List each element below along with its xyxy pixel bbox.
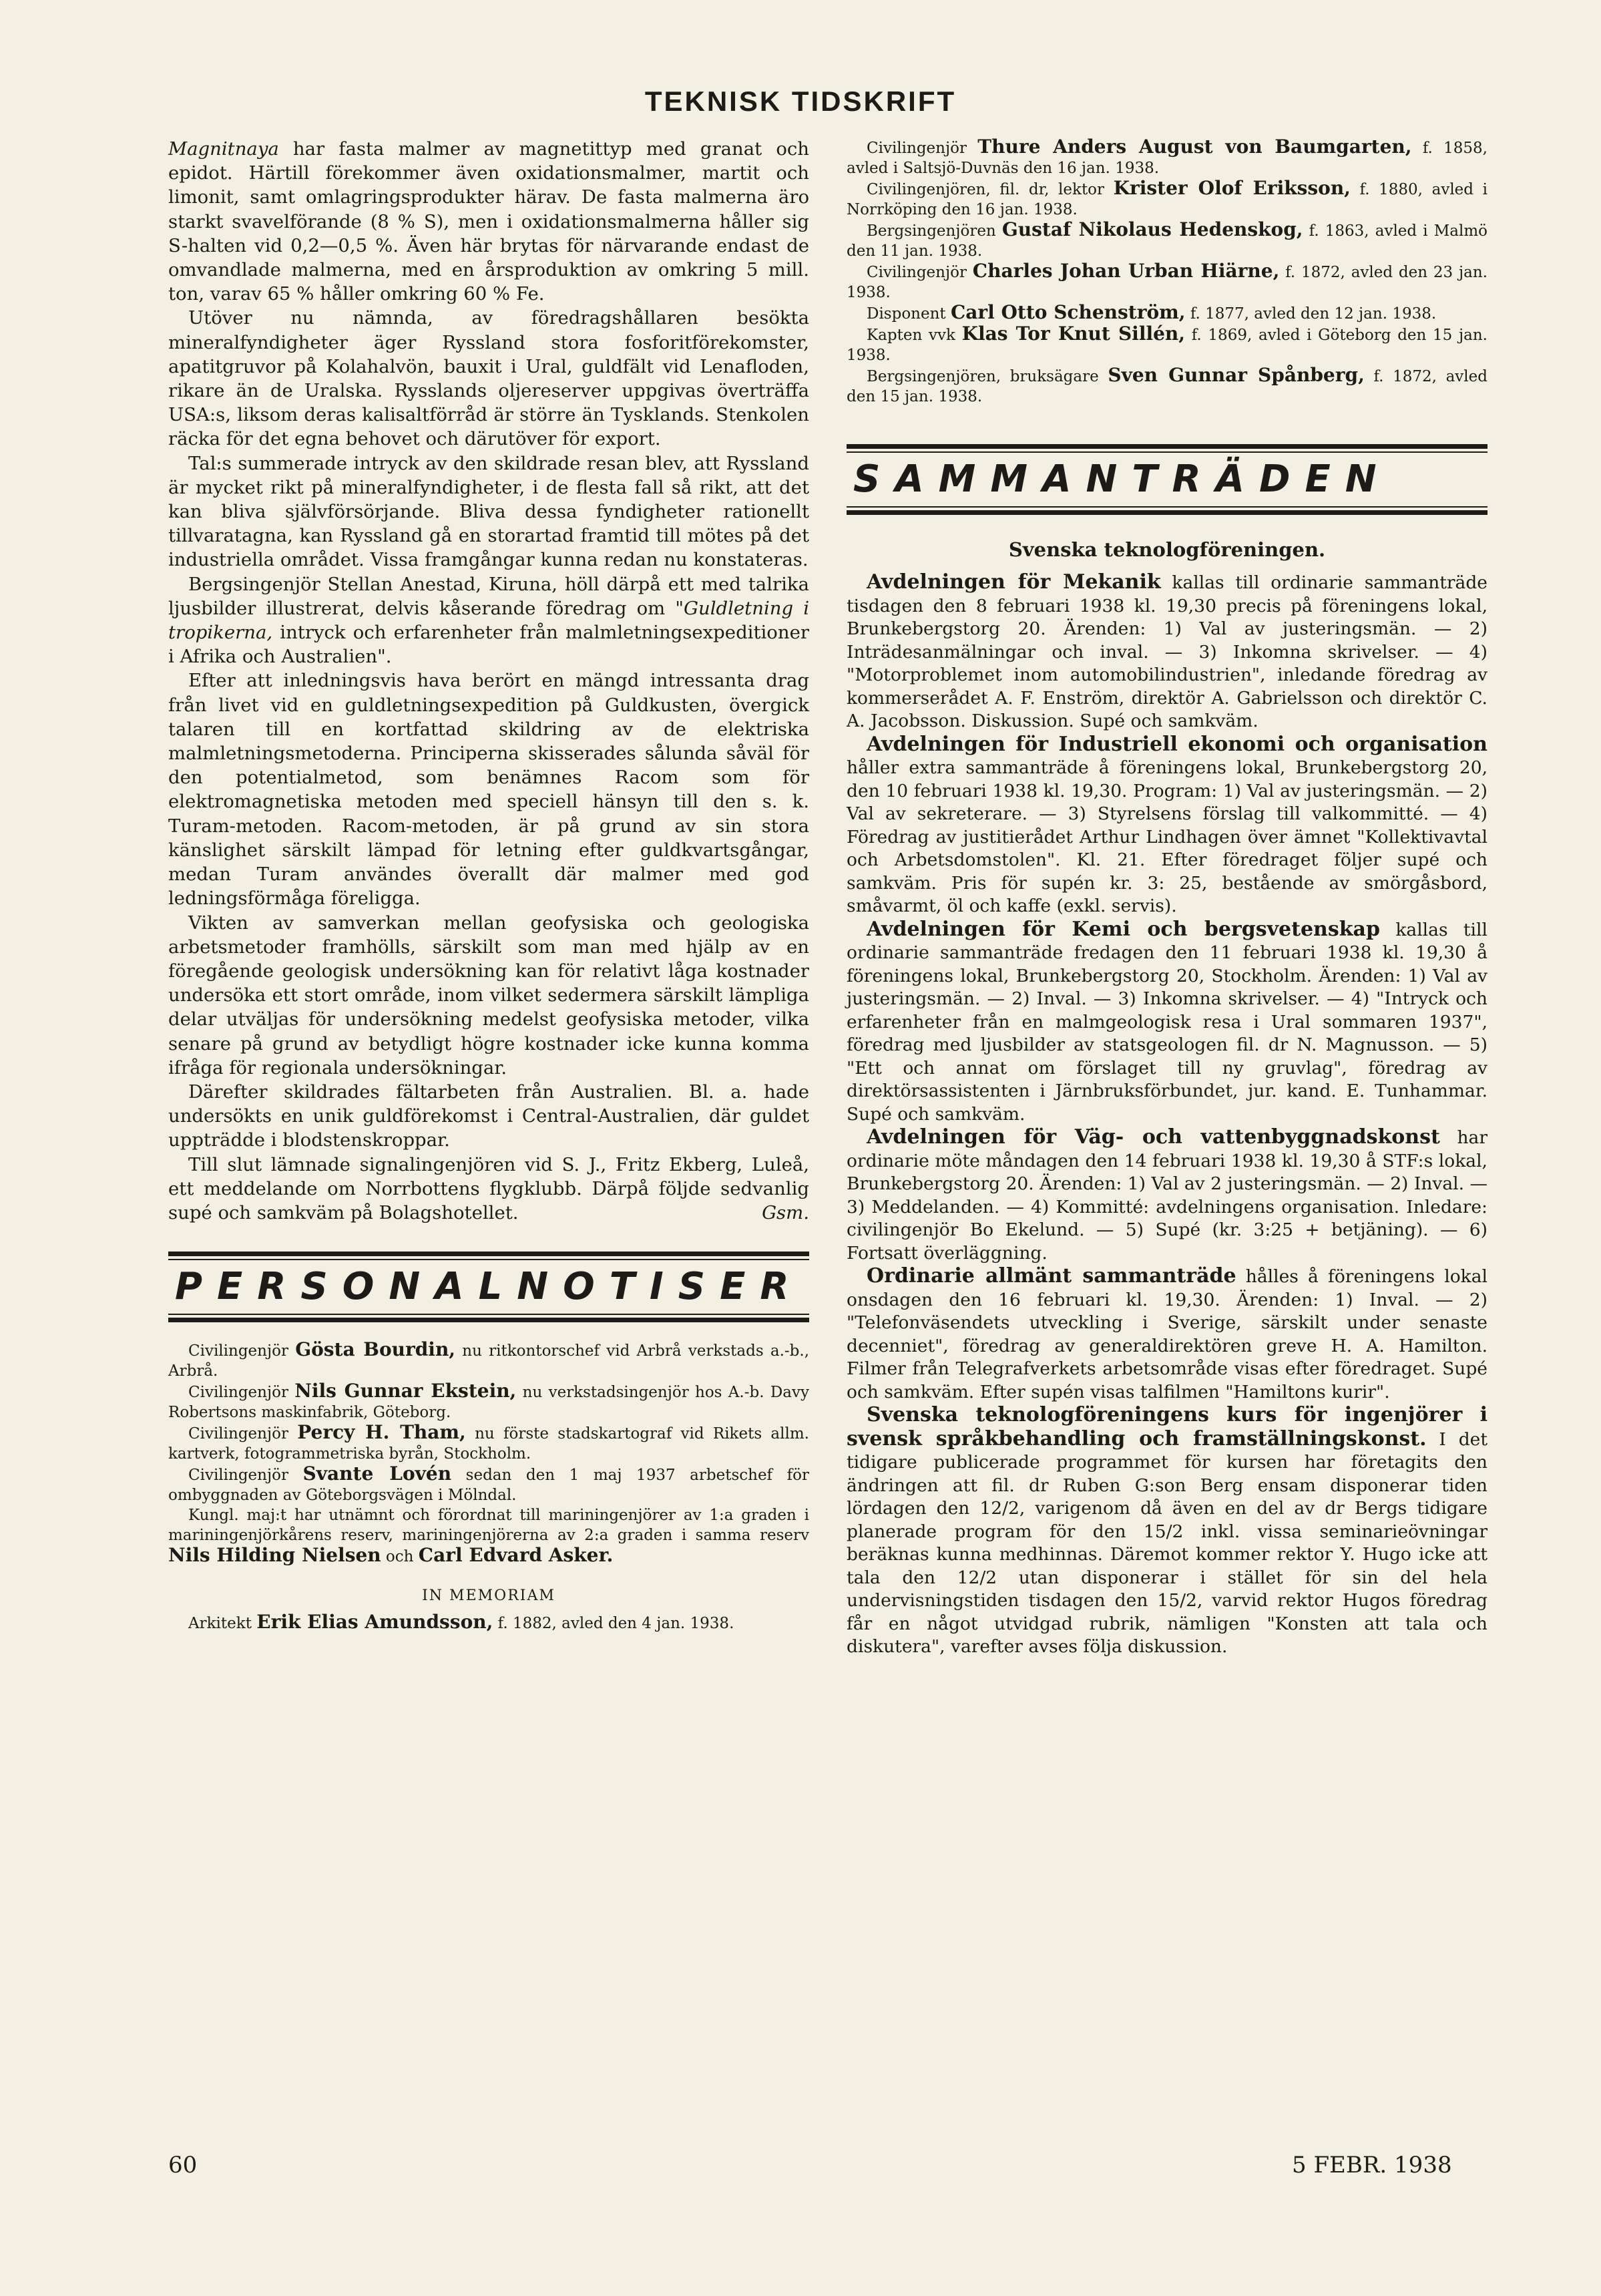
- meetings-header: [847, 444, 1488, 515]
- rule: [168, 1318, 809, 1322]
- issue-date: 5 FEBR. 1938: [1292, 2152, 1452, 2178]
- meeting-item: Avdelningen för Industriell ekonomi och organisation håller extra sammanträde å föreningens lokal, Brunkebergstorg 20, den 10 februari 1938 kl. 19,30. Program: 1) Val av justeringsmän. — 2) Val av sekreterare. — 3) Styrelsens förslag till valkommitté. — 4) Föredrag av justitierådet Arthur Lindhagen över ämnet "Kollektivavtal och Arbetsdomstolen". Kl. 21. Efter föredraget följer supé och samkväm. Pris för supén kr. 3: 25, bestående av smörgåsbord, småvarmt, öl och kaffe (exkl. servis).: [847, 732, 1488, 917]
- page-number: 60: [168, 2152, 198, 2178]
- paragraph-8: Till slut lämnade signalingenjören vid S. J., Fritz Ekberg, Luleå, ett meddelande om Norrbottens flygklubb. Därpå följde sedvanlig supé och samkväm på Bolagshotellet. Gsm.: [168, 1153, 809, 1225]
- meeting-item: Svenska teknologföreningens kurs för ingenjörer i svensk språkbehandling och framställningskonst. I det tidigare publicerade programmet för kursen har företagits den ändringen att fil. dr Ruben G:son Berg ensam disponerar tiden lördagen den 12/2, varigenom då även en del av dr Bergs tidigare planerade program för den 15/2 inkl. vissa seminarieövningar beräknas kunna medhinnas. Däremot kommer rektor Y. Hugo icke att tala den 12/2 utan disponerar i stället för sin del hela undervisningstiden tisdagen den 15/2, varvid rektor Hugos föredrag får en något utvidgad rubrik, nämligen "Konsten att tala och diskutera", varefter avses följa diskussion.: [847, 1403, 1488, 1658]
- memoriam-entry: Disponent Carl Otto Schenström, f. 1877, avled den 12 jan. 1938.: [867, 301, 1437, 323]
- meeting-item: Avdelningen för Kemi och bergsvetenskap kallas till ordinarie sammanträde fredagen den 11 februari 1938 kl. 19,30 å föreningens lokal, Brunkebergstorg 20, Stockholm. Ärenden: 1) Val av justeringsmän. — 2) Inval. — 3) Inkomna skrivelser. — 4) "Intryck och erfarenheter från en malmgeologisk resa i Ural sommaren 1937", föredrag med ljusbilder av statsgeologen fil. dr N. Magnusson. — 5) "Ett och annat om förslaget till ny gruvlag", föredrag av direktörsassistenten i Järnbruksförbundet, jur. kand. E. Tunhammar. Supé och samkväm.: [847, 917, 1488, 1125]
- masthead: TEKNISK TIDSKRIFT: [644, 85, 957, 117]
- left-column: [168, 137, 809, 1634]
- memoriam-entry: Bergsingenjören Gustaf Nikolaus Hedenskog, f. 1863, avled i Malmö den 11 jan. 1938.: [847, 218, 1488, 260]
- paragraph-5: Efter att inledningsvis hava berört en mängd intressanta drag från livet vid en guldletningsexpedition på Guldkusten, övergick talaren till en kortfattad skildring av de elektriska malmletningsmetoderna. Principerna skisserades sålunda såväl för den potentialmetod, som benämnes Racom som för elektromagnetiska metoden med speciell hänsyn till den s. k. Turam-metoden. Racom-metoden, är på grund av sin stora känslighet särskilt lämpad för letning efter guldkvartsgångar, medan Turam användes överallt där malmer med god ledningsförmåga föreligga.: [168, 670, 809, 910]
- personal-entry: Civilingenjör Percy H. Tham, nu förste stadskartograf vid Rikets allm. kartverk, fotogrammetriska byrån, Stockholm.: [168, 1421, 809, 1463]
- paragraph-4: Bergsingenjör Stellan Anestad, Kiruna, höll därpå ett med talrika ljusbilder illustrerat, delvis kåserande föredrag om "Guldletning i tropikerna, intryck och erfarenheter från malmletningsexpeditioner i Afrika och Australien".: [168, 573, 809, 668]
- rule: [168, 1314, 809, 1315]
- paragraph-1: Magnitnaya har fasta malmer av magnetittyp med granat och epidot. Härtill förekommer även oxidationsmalmer, martit och limonit, samt omlagringsprodukter härav. De fasta malmerna äro starkt svavelförande (8 % S), men i oxidationsmalmerna håller sig S-halten vid 0,2—0,5 %. Även här brytas för närvarande endast de omvandlade malmerna, med en årsproduktion av omkring 5 mill. ton, varav 65 % håller omkring 60 % Fe.: [168, 138, 809, 305]
- paragraph-6: Vikten av samverkan mellan geofysiska och geologiska arbetsmetoder framhölls, särskilt som man med hjälp av en föregående geologisk undersökning kan för relativt låga kostnader undersöka ett stort område, inom vilket sedermera särskilt lämpliga delar utväljas för undersökning medelst geofysiska metoder, vilka senare på grund av betydligt högre kostnader icke kunna komma ifråga för regionala undersökningar.: [168, 912, 809, 1079]
- signature: Gsm.: [762, 1201, 809, 1223]
- paragraph-2: Utöver nu nämnda, av föredragshållaren besökta mineralfyndigheter äger Ryssland stora fosforitförekomster, apatitgruvor på Kolahalvön, bauxit i Ural, guldfält vid Lenafloden, rikare än de Uralska. Rysslands oljereserver uppgivas överträffa USA:s, liksom deras kalisaltförråd är större än Tysklands. Stenkolen räcka för det egna behovet och därutöver för export.: [168, 307, 809, 450]
- meetings-heading: SAMMANTRÄDEN: [853, 457, 1391, 501]
- memoriam-entry: Arkitekt Erik Elias Amundsson, f. 1882, avled den 4 jan. 1938.: [188, 1611, 734, 1634]
- right-column: [847, 137, 1488, 1659]
- rule: [847, 506, 1488, 508]
- rule: [847, 510, 1488, 515]
- personal-list: [168, 1340, 809, 1634]
- personal-entry: Civilingenjör Svante Lovén sedan den 1 maj 1937 arbetschef för ombyggnaden av Göteborgsvägen i Mölndal.: [168, 1463, 809, 1505]
- rule: [847, 444, 1488, 449]
- personal-header: [168, 1252, 809, 1322]
- paragraph-7: Därefter skildrades fältarbeten från Australien. Bl. a. hade undersökts en unik guldförekomst i Central-Australien, där guldet uppträdde i blodstenskroppar.: [168, 1081, 809, 1151]
- paragraph-3: Tal:s summerade intryck av den skildrade resan blev, att Ryssland är mycket rikt på mineralfyndigheter, i de flesta fall så rikt, att det kan bliva självförsörjande. Bliva dessa fyndigheter rationellt tillvaratagna, kan Ryssland gå en storartad framtid till mötes på det industriella området. Vissa framgångar kunna redan nu konstateras.: [168, 452, 809, 571]
- meeting-item: Ordinarie allmänt sammanträde hålles å föreningens lokal onsdagen den 16 februari kl. 19,30. Ärenden: 1) Inval. — 2) "Telefonväsendets utveckling i Sverige, särskilt under senaste decenniet", föredrag av generaldirektören greve H. A. Hamilton. Filmer från Telegrafverkets arbetsområde visas efter föredraget. Supé och samkväm. Efter supén visas talfilmen "Hamiltons kurir".: [847, 1264, 1488, 1402]
- memoriam-heading: IN MEMORIAM: [422, 1587, 555, 1605]
- memoriam-entry: Civilingenjör Thure Anders August von Baumgarten, f. 1858, avled i Saltsjö-Duvnäs den 16 jan. 1938.: [847, 136, 1488, 177]
- meeting-item: Avdelningen för Mekanik kallas till ordinarie sammanträde tisdagen den 8 februari 1938 kl. 19,30 precis på föreningens lokal, Brunkebergstorg 20. Ärenden: 1) Val av justeringsmän. — 2) Inträdesanmälningar och inval. — 3) Inkomna skrivelser. — 4) "Motorproblemet inom automobilindustrien", inledande föredrag av kommerserådet A. F. Enström, direktör A. Gabrielsson och direktör C. A. Jacobsson. Diskussion. Supé och samkväm.: [847, 570, 1488, 732]
- personal-entry: Kungl. maj:t har utnämnt och förordnat till mariningenjörer av 1:a graden i mariningenjörkårens reserv, mariningenjörerna av 2:a graden i samma reserv Nils Hilding Nielsen och Carl Edvard Asker.: [168, 1507, 809, 1567]
- personal-entry: Civilingenjör Nils Gunnar Ekstein, nu verkstadsingenjör hos A.-b. Davy Robertsons maskinfabrik, Göteborg.: [168, 1380, 809, 1422]
- rule: [168, 1252, 809, 1256]
- memoriam-entry: Civilingenjören, fil. dr, lektor Krister Olof Eriksson, f. 1880, avled i Norrköping den 16 jan. 1938.: [847, 177, 1488, 218]
- organization-title: Svenska teknologföreningen.: [1008, 538, 1326, 561]
- memoriam-entry: Civilingenjör Charles Johan Urban Hiärne, f. 1872, avled den 23 jan. 1938.: [847, 260, 1488, 301]
- meeting-item: Avdelningen för Väg- och vattenbyggnadskonst har ordinarie möte måndagen den 14 februari 1938 kl. 19,30 å STF:s lokal, Brunkebergstorg 20. Ärenden: 1) Val av 2 justeringsmän. — 2) Inval. — 3) Meddelanden. — 4) Kommitté: avdelningens organisation. Inledare: civilingenjör Bo Ekelund. — 5) Supé (kr. 3:25 + betjäning). — 6) Fortsatt överläggning.: [847, 1125, 1488, 1264]
- personal-heading: PERSONALNOTISER: [175, 1265, 804, 1309]
- memoriam-entry: Kapten vvk Klas Tor Knut Sillén, f. 1869, avled i Göteborg den 15 jan. 1938.: [847, 323, 1488, 364]
- personal-entry: Civilingenjör Gösta Bourdin, nu ritkontorschef vid Arbrå verkstads a.-b., Arbrå.: [168, 1338, 810, 1380]
- memoriam-entry: Bergsingenjören, bruksägare Sven Gunnar Spånberg, f. 1872, avled den 15 jan. 1938.: [847, 364, 1488, 405]
